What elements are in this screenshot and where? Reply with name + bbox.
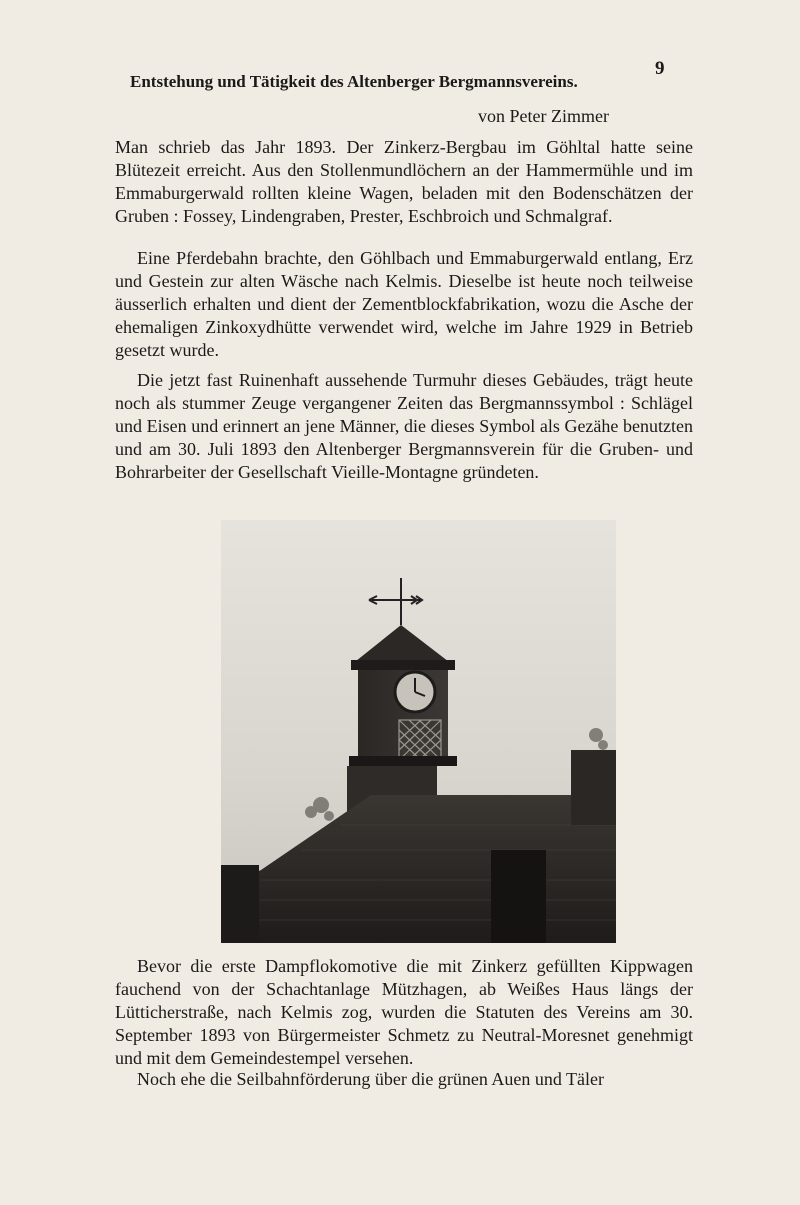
paragraph-1: Man schrieb das Jahr 1893. Der Zinkerz-Bergbau im Göhltal hatte seine Blütezeit erreicht. Aus den Stollenmundlöchern an der Hammermühle und im Emmaburgerwald rollten kleine Wagen, beladen mit den Bodenschätzen der Gruben : Fossey, Lindengraben, Prester, Eschbroich und Schmalgraf. (115, 137, 693, 226)
paragraph-5: Noch ehe die Seilbahnförderung über die grünen Auen und Täler (137, 1069, 605, 1089)
author-line: von Peter Zimmer (478, 106, 609, 126)
page-number: 9 (655, 58, 665, 79)
paragraph-2: Eine Pferdebahn brachte, den Göhlbach und Emmaburgerwald entlang, Erz und Gestein zur alten Wäsche nach Kelmis. Dieselbe ist heute noch teilweise äusserlich erhalten und dient der Zementblockfabrikation, wozu die Asche der ehemaligen Zinkoxydhütte verwendet wird, welche im Jahre 1929 in Betrieb gesetzt wurde. (115, 248, 693, 360)
tower-clock-photo-drawing (221, 520, 616, 943)
tower-lattice (399, 720, 441, 760)
chimney-left (221, 865, 259, 943)
chimney-right (571, 750, 616, 825)
tower-roof (351, 625, 453, 665)
paragraph-3: Die jetzt fast Ruinenhaft aussehende Turmuhr dieses Gebäudes, trägt heute noch als stummer Zeuge vergangener Zeiten das Bergmannssymbol : Schlägel und Eisen und erinnert an jene Männer, die dieses Symbol als Gezähe benutzten und am 30. Juli 1893 den Altenberger Bergmannsverein für die Gruben- und Bohrarbeiter der Gesellschaft Vieille-Montagne gründeten. (115, 370, 693, 482)
article-title: Entstehung und Tätigkeit des Altenberger Bergmannsvereins. (130, 72, 578, 91)
window (491, 850, 546, 943)
tower-clock-photo (221, 520, 616, 943)
weather-vane (369, 578, 422, 625)
paragraph-4: Bevor die erste Dampflokomotive die mit Zinkerz gefüllten Kippwagen fauchend von der Schachtanlage Mützhagen, ab Weißes Haus längs der Lütticherstraße, nach Kelmis zog, wurden die Statuten des Vereins am 30. September 1893 von Bürgermeister Schmetz zu Neutral-Moresnet genehmigt und mit dem Gemeindestempel versehen. (115, 956, 693, 1068)
building-gable (221, 795, 616, 943)
